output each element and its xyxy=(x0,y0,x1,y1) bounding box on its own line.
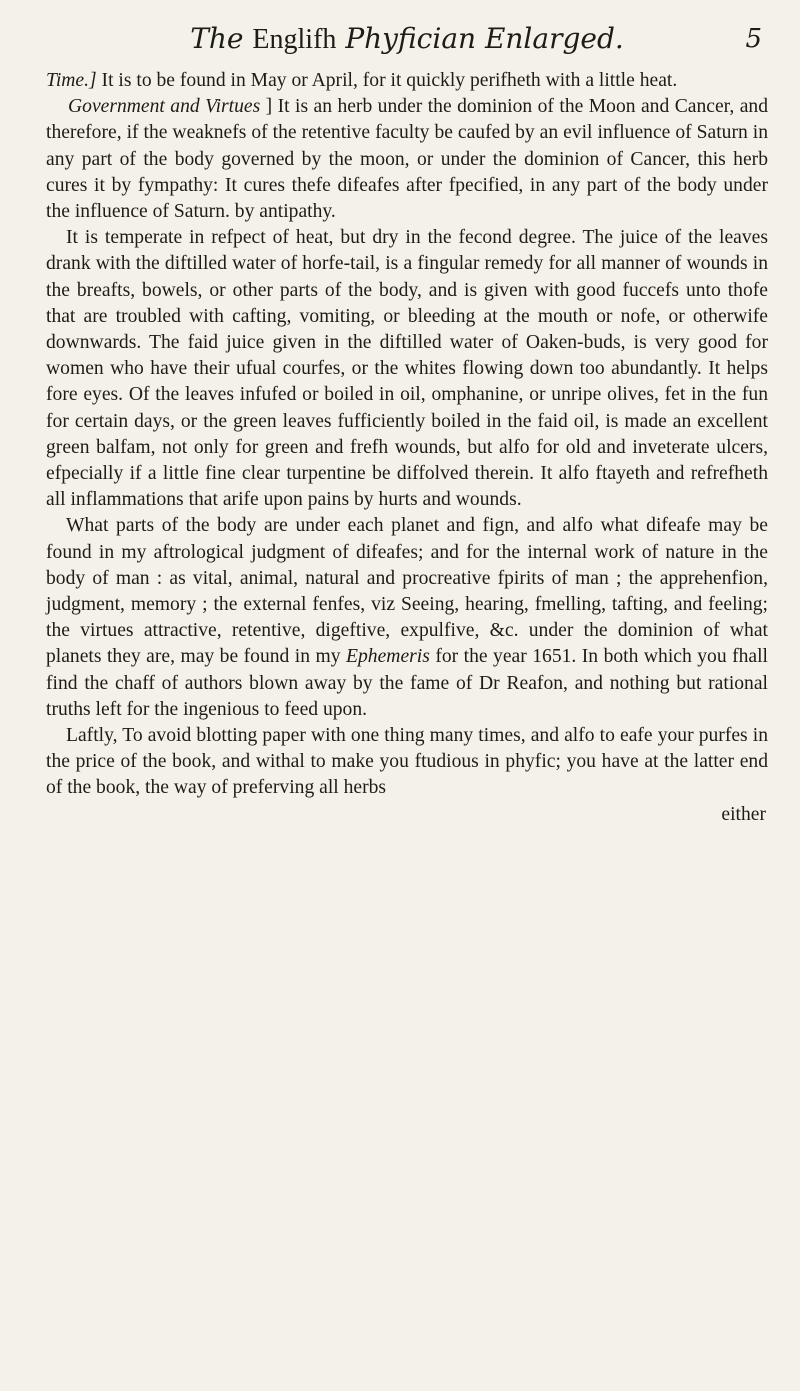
paragraph-planets xyxy=(46,513,768,723)
paragraph-text: ] It is an herb under the dominion of the Moon and Cancer, and therefore, if the weaknefs of the retentive faculty be caufed by an evil influence of Saturn in any part of the body governed by the moon, or under the dominion of Cancer, this herb cures it by fympathy: It cures thefe difeafes after fpecified, in any part of the body under the influence of Saturn. by antipathy. xyxy=(46,96,769,223)
paragraph-text: Laftly, To avoid blotting paper with one thing many times, and alfo to eafe your purfes in the price of the book, and withal to make you ftudious in phyfic; you have at the latter end of the book, the way of preferving all herbs xyxy=(46,725,768,799)
running-head xyxy=(46,10,768,68)
running-head-main: Englifh xyxy=(252,24,337,55)
paragraph-label: Time.] xyxy=(46,70,97,91)
ephemeris-reference: Ephemeris xyxy=(346,646,430,668)
paragraph-lastly xyxy=(46,723,768,802)
paragraph-temperate xyxy=(46,225,768,513)
body-text xyxy=(46,68,768,802)
running-head-prefix: The xyxy=(190,22,244,55)
paragraph-time xyxy=(46,68,768,94)
running-head-title xyxy=(190,10,624,69)
catchword: either xyxy=(721,803,766,825)
paragraph-label: Government and Virtues xyxy=(68,96,261,118)
paragraph-text: It is to be found in May or April, for it quickly perifheth with a little heat. xyxy=(96,70,678,91)
paragraph-text: for the year 1651. In both which you fhall find the chaff of authors blown away by the fame of Dr Reafon, and nothing but rational truths left for the ingenious to feed upon. xyxy=(46,646,768,720)
page-number: 5 xyxy=(745,24,762,54)
paragraph-text: What parts of the body are under each planet and fign, and alfo what difeafe may be found in my aftrological judgment of difeafes; and for the internal work of nature in the body of man : as vital, animal, natural and procreative fpirits of man ; the apprehenfion, judgment, memory ; the external fenfes, viz Seeing, hearing, fmelling, tafting, and feeling; the virtues attractive, retentive, digeftive, expulfive, &c. under the dominion of what planets they are, may be found in my xyxy=(46,515,768,668)
paragraph-government xyxy=(46,94,768,225)
paragraph-text: It is temperate in refpect of heat, but dry in the fecond degree. The juice of the leaves drank with the diftilled water of horfe-tail, is a fingular remedy for all manner of wounds in the breafts, bowels, or other parts of the body, and is given with good fuccefs unto thofe that are troubled with cafting, vomiting, or bleeding at the mouth or nofe, or otherwife downwards. The faid juice given in the diftilled water of Oaken-buds, is very good for women who have their ufual courfes, or the whites flowing down too abundantly. It helps fore eyes. Of the leaves infufed or boiled in oil, omphanine, or unripe olives, fet in the fun for certain days, or the green leaves fufficiently boiled in the faid oil, is made an excellent green balfam, not only for green and frefh wounds, but alfo for old and inveterate ulcers, efpecially if a little fine clear turpentine be diffolved therein. It alfo ftayeth and refrefheth all inflammations that arife upon pains by hurts and wounds. xyxy=(46,227,768,511)
running-head-subtitle: Phyfician Enlarged. xyxy=(345,22,624,55)
